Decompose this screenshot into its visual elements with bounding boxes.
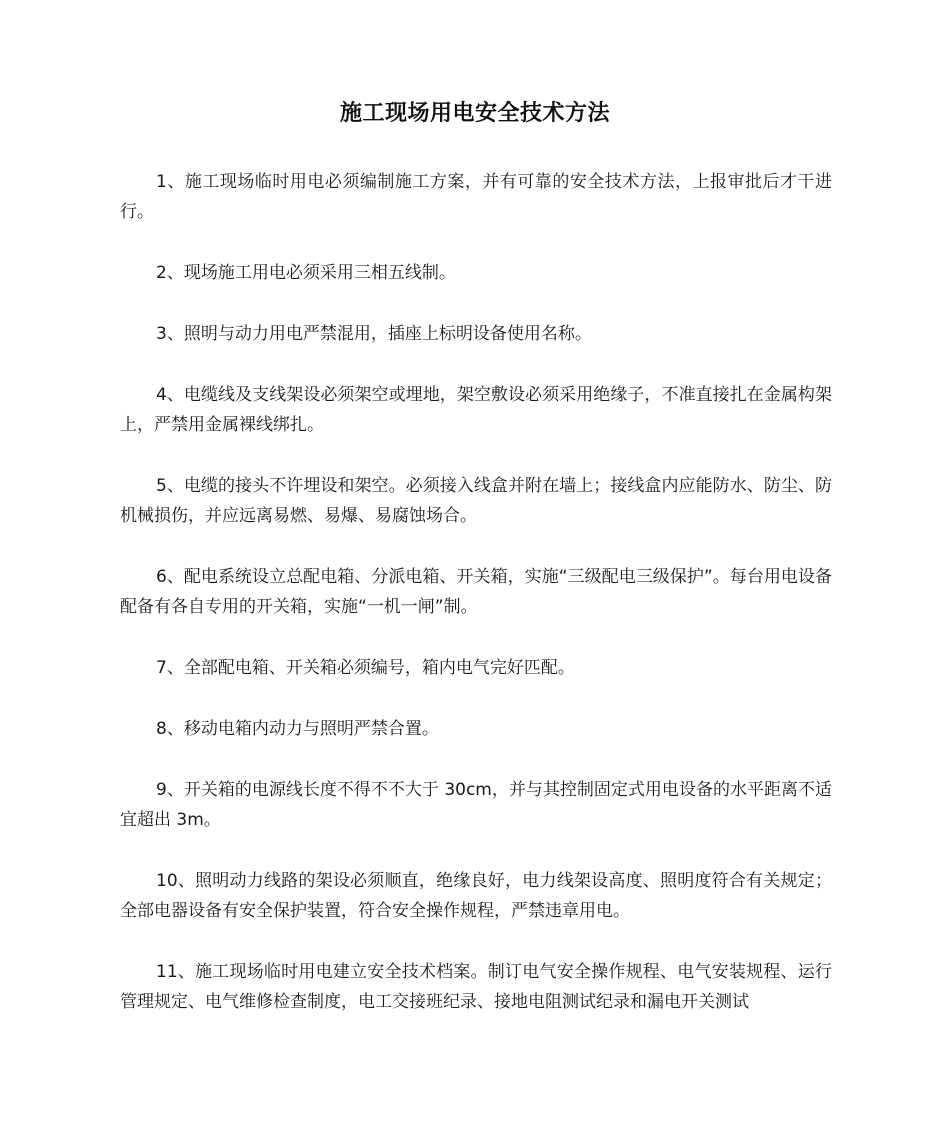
- paragraph-7: 7、全部配电箱、开关箱必须编号，箱内电气完好匹配。: [156, 658, 575, 678]
- paragraph-4: 4、电缆线及支线架设必须架空或埋地，架空敷设必须采用绝缘子，不准直接扎在金属构架上，严禁用金属裸线绑扎。: [120, 385, 832, 435]
- paragraph-9: 9、开关箱的电源线长度不得不不大于 30cm，并与其控制固定式用电设备的水平距离不适宜超出 3m。: [120, 780, 832, 830]
- paragraph-2: 2、现场施工用电必须采用三相五线制。: [156, 263, 456, 283]
- paragraph-3: 3、照明与动力用电严禁混用，插座上标明设备使用名称。: [156, 324, 592, 344]
- paragraph-10: 10、照明动力线路的架设必须顺直，绝缘良好，电力线架设高度、照明度符合有关规定；全部电器设备有安全保护装置，符合安全操作规程，严禁违章用电。: [120, 871, 832, 921]
- paragraph-6: 6、配电系统设立总配电箱、分派电箱、开关箱，实施“三级配电三级保护”。每台用电设备配备有各自专用的开关箱，实施“一机一闸”制。: [120, 567, 832, 617]
- paragraph-5: 5、电缆的接头不许埋设和架空。必须接入线盒并附在墙上；接线盒内应能防水、防尘、防机械损伤，并应远离易燃、易爆、易腐蚀场合。: [120, 476, 832, 526]
- document-title: 施工现场用电安全技术方法: [339, 101, 610, 126]
- document-body: [120, 167, 832, 1048]
- paragraph-8: 8、移动电箱内动力与照明严禁合置。: [156, 719, 439, 739]
- paragraph-1: 1、施工现场临时用电必须编制施工方案，并有可靠的安全技术方法，上报审批后才干进行。: [120, 172, 832, 222]
- paragraph-11: 11、施工现场临时用电建立安全技术档案。制订电气安全操作规程、电气安装规程、运行管理规定、电气维修检查制度，电工交接班纪录、接地电阻测试纪录和漏电开关测试: [120, 962, 832, 1012]
